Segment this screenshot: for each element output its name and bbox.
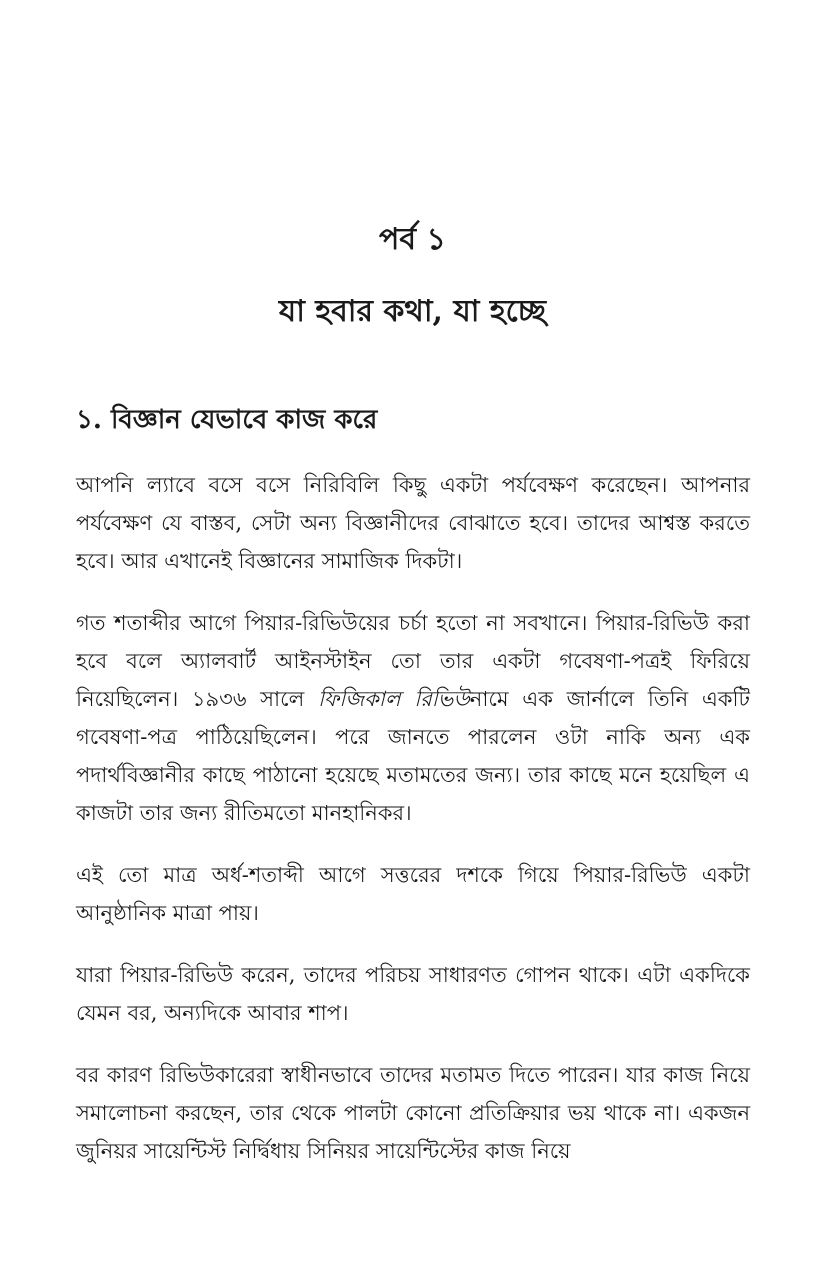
chapter-title: যা হবার কথা, যা হচ্ছে: [278, 294, 547, 329]
paragraph-2-text-end: নামে এক জার্নালে তিনি একটি গবেষণা-পত্র পাঠিয়েছিলেন। পরে জানতে পারলেন ওটা নাকি অন্য এক পদার্থবিজ্ঞানীর কাছে পাঠানো হয়েছে মতামতের জন্য। তার কাছে মনে হয়েছিল এ কাজটা তার জন্য রীতিমতো মানহানিকর।: [76, 687, 751, 825]
journal-name: ফিজিকাল রিভিউ: [317, 687, 470, 711]
part-title: পর্ব ১: [379, 222, 446, 257]
paragraph-5: বর কারণ রিভিউকারেরা স্বাধীনভাবে তাদের মতামত দিতে পারেন। যার কাজ নিয়ে সমালোচনা করছেন, তার থেকে পালটা কোনো প্রতিক্রিয়ার ভয় থাকে না। একজন জুনিয়র সায়েন্টিস্ট নির্দ্বিধায় সিনিয়র সায়েন্টিস্টের কাজ নিয়ে: [76, 1063, 750, 1163]
body-text: [76, 466, 750, 1194]
paragraph-1: আপনি ল্যাবে বসে বসে নিরিবিলি কিছু একটা পর্যবেক্ষণ করেছেন। আপনার পর্যবেক্ষণ যে বাস্তব, সেটা অন্য বিজ্ঞানীদের বোঝাতে হবে। তাদের আশ্বস্ত করতে হবে। আর এখানেই বিজ্ঞানের সামাজিক দিকটা।: [76, 473, 750, 573]
paragraph-3: এই তো মাত্র অর্ধ-শতাব্দী আগে সত্তরের দশকে গিয়ে পিয়ার-রিভিউ একটা আনুষ্ঠানিক মাত্রা পায়।: [76, 863, 750, 925]
section-heading: ১. বিজ্ঞান যেভাবে কাজ করে: [76, 405, 378, 435]
paragraph-2-text-start: গত শতাব্দীর আগে পিয়ার-রিভিউয়ের চর্চা হতো না সবখানে। পিয়ার-রিভিউ করা হবে বলে অ্যালবার্ট আইনস্টাইন তো তার একটা গবেষণা-পত্রই ফিরিয়ে নিয়েছিলেন। ১৯৩৬ সালে: [76, 611, 750, 711]
paragraph-2: [76, 604, 750, 832]
paragraph-4: যারা পিয়ার-রিভিউ করেন, তাদের পরিচয় সাধারণত গোপন থাকে। এটা একদিকে যেমন বর, অন্যদিকে আবার শাপ।: [76, 963, 750, 1025]
